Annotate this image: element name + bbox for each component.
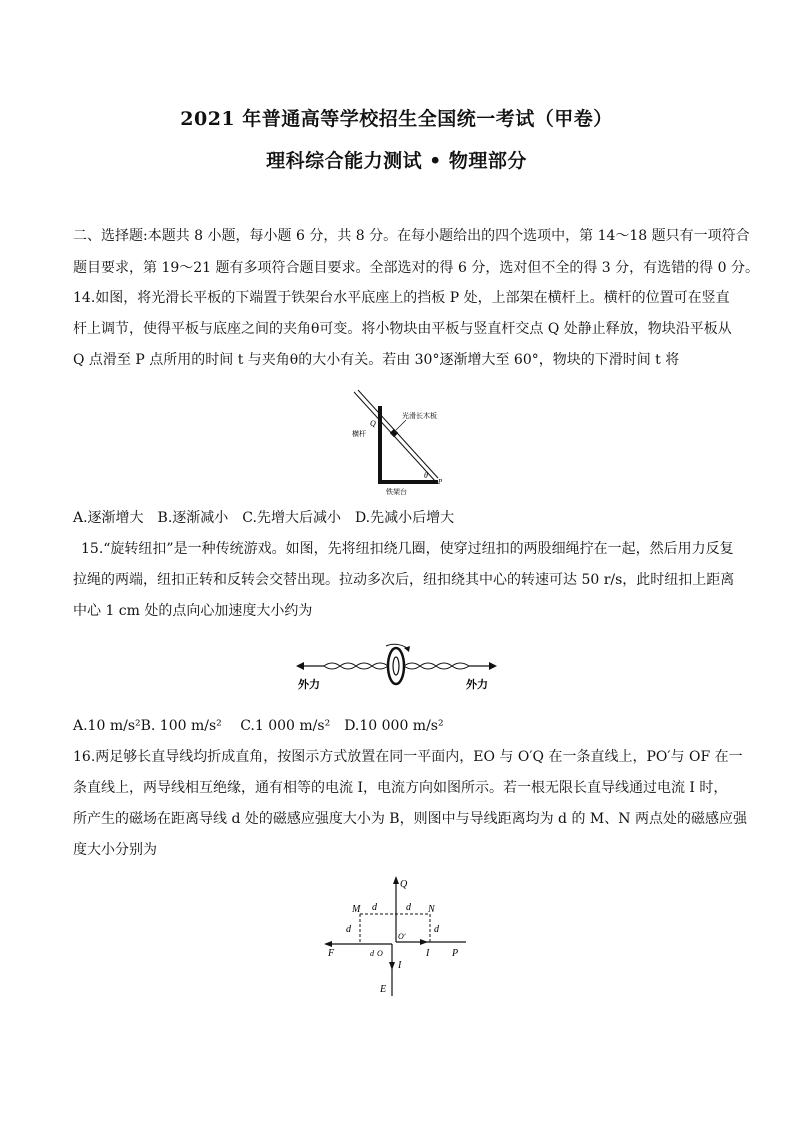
q16-wires-figure [320,872,470,1000]
label-q: Q [400,879,408,890]
board-edge-1 [354,392,436,482]
board-label-pointer [396,420,406,430]
stand-label: 铁架台 [386,488,407,496]
left-force-arrowhead [296,662,304,670]
label-d-top-left: d [372,902,377,913]
q14-incline-figure [340,384,460,500]
right-force-label: 外力 [466,678,488,691]
theta-label: θ [424,471,428,480]
point-q-dot [378,422,381,425]
board-edge-2 [358,390,438,478]
q14-line-2: 杆上调节，使得平板与底座之间的夹角θ可变。将小物块由平板与竖直杆交点 Q 处静止释放，物块沿平板从 [73,321,732,337]
right-force-arrowhead [489,662,497,670]
label-m: M [352,904,361,915]
q15-button-figure [294,636,499,694]
arrow-f [324,941,332,947]
bar-label: 横杆 [352,430,366,438]
twisted-string-right-b [404,663,469,669]
label-e: E [380,984,387,995]
arrow-q [393,876,399,884]
label-o-prime: O′ [398,932,406,941]
page-title: 2021 年普通高等学校招生全国统一考试（甲卷） [180,108,613,130]
arrow-e-current [389,962,395,970]
q16-line-2: 条直线上，两导线相互绝缘，通有相等的电流 I，电流方向如图所示。若一根无限长直导线通过电流 I 时， [73,780,728,796]
label-f: F [328,948,335,959]
label-d-right: d [434,924,439,935]
q14-line-3: Q 点滑至 P 点所用的时间 t 与夹角θ的大小有关。若由 30°逐渐增大至 60°，物块的下滑时间 t 将 [73,352,680,368]
q15-options: A.10 m/s²B. 100 m/s² C.1 000 m/s² D.10 000 m/s² [73,718,444,734]
button-inner [393,657,399,675]
q14-options: A.逐渐增大 B.逐渐减小 C.先增大后减小 D.先减小后增大 [73,510,455,526]
point-q-label: Q [370,419,376,428]
board-label: 光滑长木板 [402,412,437,420]
label-d-left: d [346,924,351,935]
q16-line-3: 所产生的磁场在距离导线 d 处的磁感应强度大小为 B，则图中与导线距离均为 d 的 M、N 两点处的磁感应强 [73,811,747,827]
label-p: P [452,948,459,959]
q14-line-1: 14.如图，将光滑长平板的下端置于铁架台水平底座上的挡板 P 处，上部架在横杆上。横杆的位置可在竖直 [73,290,730,306]
arrow-p-current [420,939,428,945]
small-block [390,429,398,437]
label-n: N [428,904,435,915]
page-subtitle: 理科综合能力测试 • 物理部分 [266,150,527,172]
vertical-rod [378,406,382,484]
q15-line-3: 中心 1 cm 处的点向心加速度大小约为 [73,603,313,619]
label-o: O [377,949,383,958]
left-force-label: 外力 [298,678,320,691]
q15-line-2: 拉绳的两端，纽扣正转和反转会交替出现。拉动多次后，纽扣绕其中心的转速可达 50 r/s，此时纽扣上距离 [73,572,735,588]
label-i-bottom: I [398,960,402,971]
twisted-string-left-b [324,663,388,669]
q15-line-1: 15.“旋转纽扣”是一种传统游戏。如图，先将纽扣绕几圈，使穿过纽扣的两股细绳拧在一起，然后用力反复 [81,541,734,557]
stand-base [378,480,438,484]
label-d-top-right: d [406,902,411,913]
point-p-label: P [438,478,443,486]
section-intro-line-2: 题目要求，第 19～21 题有多项符合题目要求。全部选对的得 6 分，选对但不全的得 3 分，有选错的得 0 分。 [73,260,759,276]
section-intro-line-1: 二、选择题:本题共 8 小题，每小题 6 分，共 8 分。在每小题给出的四个选项中，第 14～18 题只有一项符合 [73,228,750,244]
label-d-bottom: d [370,949,374,958]
q16-line-4: 度大小分别为 [73,842,157,858]
q16-line-1: 16.两足够长直导线均折成直角，按图示方式放置在同一平面内，EO 与 O′Q 在一条直线上，PO′与 OF 在一 [73,749,743,765]
label-i-right: I [426,948,430,959]
